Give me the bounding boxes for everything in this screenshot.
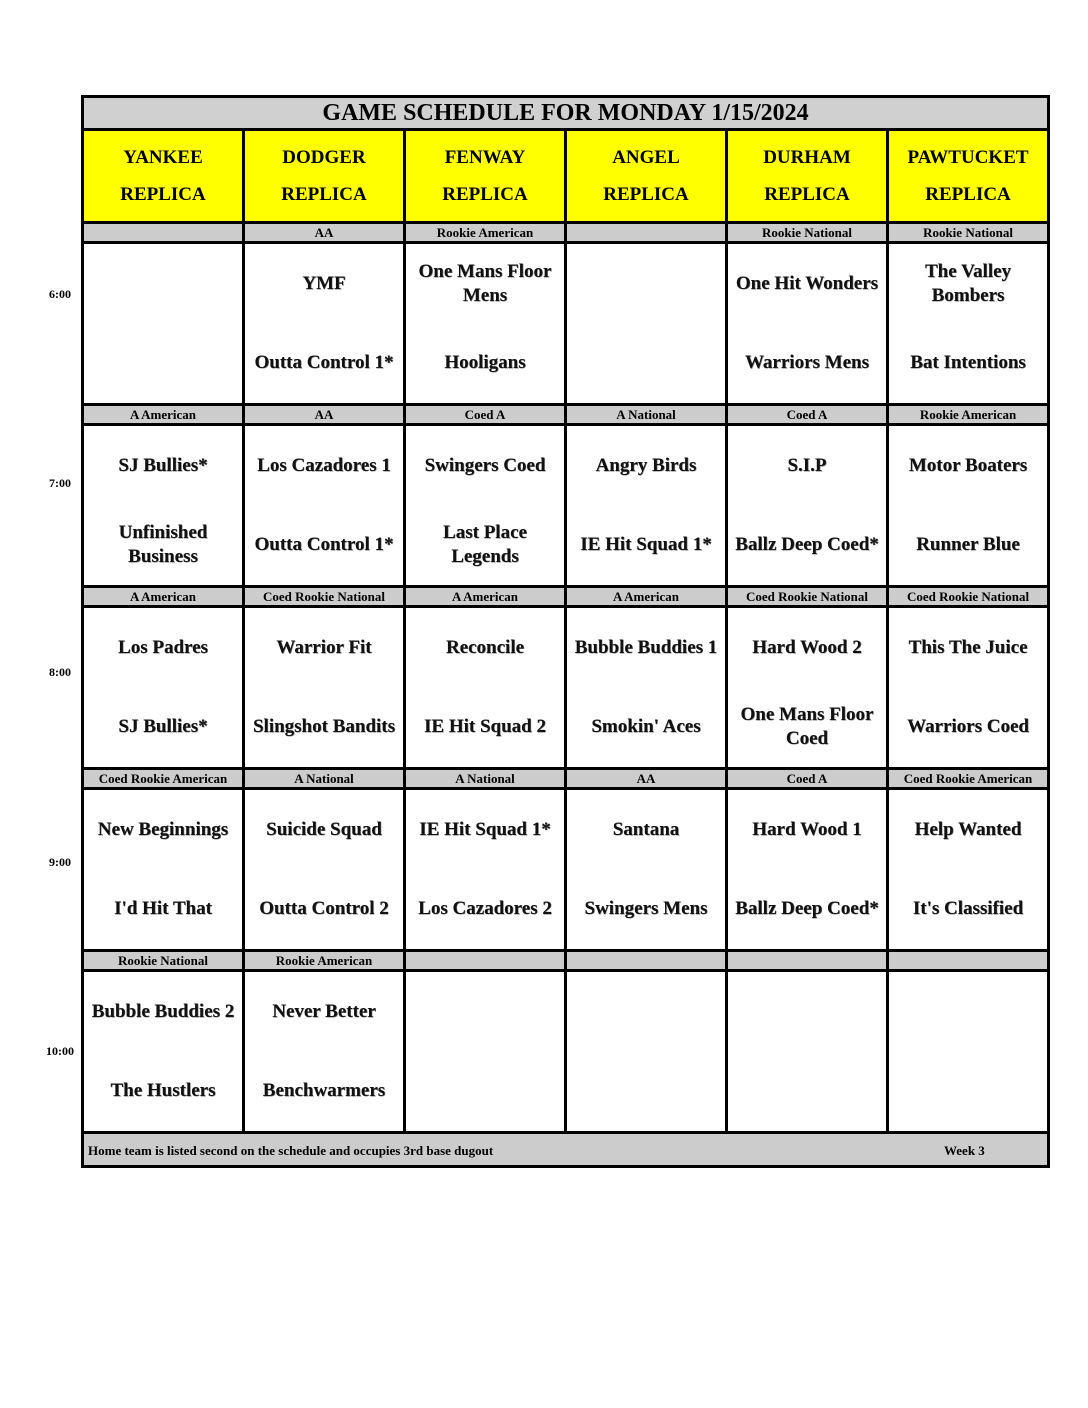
away-team: Warrior Fit	[276, 636, 372, 658]
home-team: Unfinished Business	[118, 522, 208, 568]
away-team: S.I.P	[787, 454, 827, 476]
footer-cell	[83, 1133, 1049, 1167]
division-label: A American	[83, 405, 244, 425]
division-label: Coed A	[727, 405, 888, 425]
division-label: A American	[566, 587, 727, 607]
home-team: One Mans Floor Coed	[740, 704, 874, 750]
week-label: Week 3	[944, 1143, 985, 1158]
division-label: Coed Rookie American	[83, 769, 244, 789]
home-team	[567, 324, 725, 404]
home-team	[567, 1052, 725, 1132]
away-team: Angry Birds	[595, 454, 697, 476]
division-label: AA	[244, 405, 405, 425]
game-cell	[727, 425, 888, 587]
home-team: Swingers Mens	[584, 898, 708, 920]
home-team: Ballz Deep Coed*	[735, 898, 879, 920]
home-team: IE Hit Squad 2	[424, 716, 546, 738]
away-team: Suicide Squad	[266, 818, 382, 840]
home-team: Warriors Coed	[907, 716, 1029, 738]
game-cell	[566, 243, 727, 405]
game-cell	[888, 607, 1049, 769]
schedule-body	[83, 97, 1049, 1167]
division-label	[83, 223, 244, 243]
away-team	[406, 972, 564, 1052]
title-row	[83, 97, 1049, 130]
home-team: Outta Control 1*	[254, 534, 394, 556]
time-label: 9:00	[49, 855, 71, 869]
away-team: The Valley Bombers	[925, 260, 1012, 306]
field-name: DODGER	[282, 147, 366, 168]
game-cell	[405, 425, 566, 587]
game-cell	[888, 789, 1049, 951]
away-team: Hard Wood 2	[752, 636, 862, 658]
division-row	[83, 223, 1049, 243]
division-label: Coed A	[405, 405, 566, 425]
home-team: Warriors Mens	[744, 352, 869, 374]
game-cell	[405, 243, 566, 405]
game-cell	[83, 607, 244, 769]
away-team	[728, 972, 886, 1052]
away-team: Los Padres	[118, 636, 208, 658]
away-team	[889, 972, 1047, 1052]
field-header-pawtucket	[888, 130, 1049, 223]
game-row	[83, 607, 1049, 769]
away-team: Bubble Buddies 1	[574, 636, 718, 658]
division-label: Rookie National	[83, 951, 244, 971]
field-subtitle: REPLICA	[603, 184, 689, 205]
away-team: Bubble Buddies 2	[91, 1000, 235, 1022]
time-label: 10:00	[46, 1044, 74, 1058]
game-cell	[888, 243, 1049, 405]
home-team: Smokin' Aces	[591, 716, 701, 738]
division-label: Coed Rookie National	[244, 587, 405, 607]
game-row	[83, 425, 1049, 587]
division-row	[83, 951, 1049, 971]
game-cell	[566, 607, 727, 769]
game-cell	[405, 607, 566, 769]
game-cell	[83, 243, 244, 405]
game-cell	[83, 789, 244, 951]
game-cell	[727, 607, 888, 769]
division-label: AA	[244, 223, 405, 243]
away-team: Los Cazadores 1	[257, 454, 391, 476]
field-header-row	[83, 130, 1049, 223]
home-team: I'd Hit That	[114, 898, 212, 920]
game-cell	[888, 425, 1049, 587]
game-cell	[888, 971, 1049, 1133]
division-label: A National	[405, 769, 566, 789]
game-cell	[244, 971, 405, 1133]
away-team: Swingers Coed	[424, 454, 546, 476]
home-team: The Hustlers	[110, 1080, 216, 1102]
field-subtitle: REPLICA	[120, 184, 206, 205]
home-team-note: Home team is listed second on the schedule and occupies 3rd base dugout	[88, 1143, 494, 1158]
field-header-dodger	[244, 130, 405, 223]
time-label: 7:00	[49, 476, 71, 490]
game-cell	[566, 971, 727, 1133]
game-cell	[83, 425, 244, 587]
footer-row	[83, 1133, 1049, 1167]
away-team: One Hit Wonders	[735, 272, 879, 294]
field-header-fenway	[405, 130, 566, 223]
game-cell	[727, 789, 888, 951]
home-team: Slingshot Bandits	[252, 716, 396, 738]
home-team: Outta Control 2	[259, 898, 389, 920]
game-cell	[83, 971, 244, 1133]
away-team	[84, 244, 242, 324]
game-cell	[244, 243, 405, 405]
home-team	[728, 1052, 886, 1132]
division-label: Coed Rookie National	[888, 587, 1049, 607]
home-team: Last Place Legends	[443, 522, 527, 568]
division-row	[83, 769, 1049, 789]
game-cell	[244, 425, 405, 587]
field-subtitle: REPLICA	[764, 184, 850, 205]
field-name: ANGEL	[612, 147, 680, 168]
game-cell	[566, 425, 727, 587]
game-cell	[244, 607, 405, 769]
division-label: Rookie National	[888, 223, 1049, 243]
away-team: One Mans Floor Mens	[418, 260, 552, 306]
away-team: Santana	[612, 818, 680, 840]
home-team: It's Classified	[912, 898, 1024, 920]
field-name: DURHAM	[763, 147, 851, 168]
away-team: IE Hit Squad 1*	[419, 818, 551, 840]
home-team: Runner Blue	[916, 534, 1020, 556]
schedule-title: GAME SCHEDULE FOR MONDAY 1/15/2024	[83, 97, 1049, 130]
division-label: Coed A	[727, 769, 888, 789]
division-label: Coed Rookie National	[727, 587, 888, 607]
home-team: SJ Bullies*	[118, 716, 208, 738]
schedule-table	[81, 95, 1050, 1168]
away-team: New Beginnings	[97, 818, 229, 840]
home-team: Bat Intentions	[910, 352, 1026, 374]
game-cell	[405, 971, 566, 1133]
division-label	[727, 951, 888, 971]
division-label: Rookie American	[405, 223, 566, 243]
division-label	[405, 951, 566, 971]
home-team	[406, 1052, 564, 1132]
game-cell	[566, 789, 727, 951]
time-label: 8:00	[49, 665, 71, 679]
home-team: Outta Control 1*	[254, 352, 394, 374]
field-header-angel	[566, 130, 727, 223]
field-subtitle: REPLICA	[925, 184, 1011, 205]
division-label: A National	[244, 769, 405, 789]
division-label: A American	[83, 587, 244, 607]
field-subtitle: REPLICA	[281, 184, 367, 205]
away-team: This The Juice	[908, 636, 1028, 658]
field-name: PAWTUCKET	[907, 147, 1029, 168]
home-team	[889, 1052, 1047, 1132]
field-subtitle: REPLICA	[442, 184, 528, 205]
away-team: Motor Boaters	[908, 454, 1028, 476]
away-team: YMF	[302, 272, 346, 294]
game-row	[83, 243, 1049, 405]
field-name: YANKEE	[123, 147, 203, 168]
division-label: AA	[566, 769, 727, 789]
division-row	[83, 587, 1049, 607]
division-label: A National	[566, 405, 727, 425]
home-team: Ballz Deep Coed*	[735, 534, 879, 556]
game-cell	[405, 789, 566, 951]
away-team: SJ Bullies*	[118, 454, 208, 476]
division-label: Rookie American	[244, 951, 405, 971]
game-cell	[727, 971, 888, 1133]
division-row	[83, 405, 1049, 425]
division-label: A American	[405, 587, 566, 607]
game-row	[83, 971, 1049, 1133]
away-team: Never Better	[272, 1000, 376, 1022]
division-label	[566, 951, 727, 971]
time-label: 6:00	[49, 287, 71, 301]
field-header-yankee	[83, 130, 244, 223]
home-team	[84, 324, 242, 404]
away-team: Help Wanted	[914, 818, 1022, 840]
home-team: IE Hit Squad 1*	[580, 534, 712, 556]
field-name: FENWAY	[444, 147, 526, 168]
away-team: Hard Wood 1	[752, 818, 862, 840]
division-label: Rookie National	[727, 223, 888, 243]
away-team	[567, 972, 725, 1052]
home-team: Benchwarmers	[262, 1080, 386, 1102]
division-label: Rookie American	[888, 405, 1049, 425]
game-row	[83, 789, 1049, 951]
division-label	[888, 951, 1049, 971]
home-team: Hooligans	[444, 352, 526, 374]
field-header-durham	[727, 130, 888, 223]
game-cell	[727, 243, 888, 405]
away-team: Reconcile	[445, 636, 525, 658]
game-cell	[244, 789, 405, 951]
home-team: Los Cazadores 2	[418, 898, 552, 920]
division-label	[566, 223, 727, 243]
away-team	[567, 244, 725, 324]
division-label: Coed Rookie American	[888, 769, 1049, 789]
